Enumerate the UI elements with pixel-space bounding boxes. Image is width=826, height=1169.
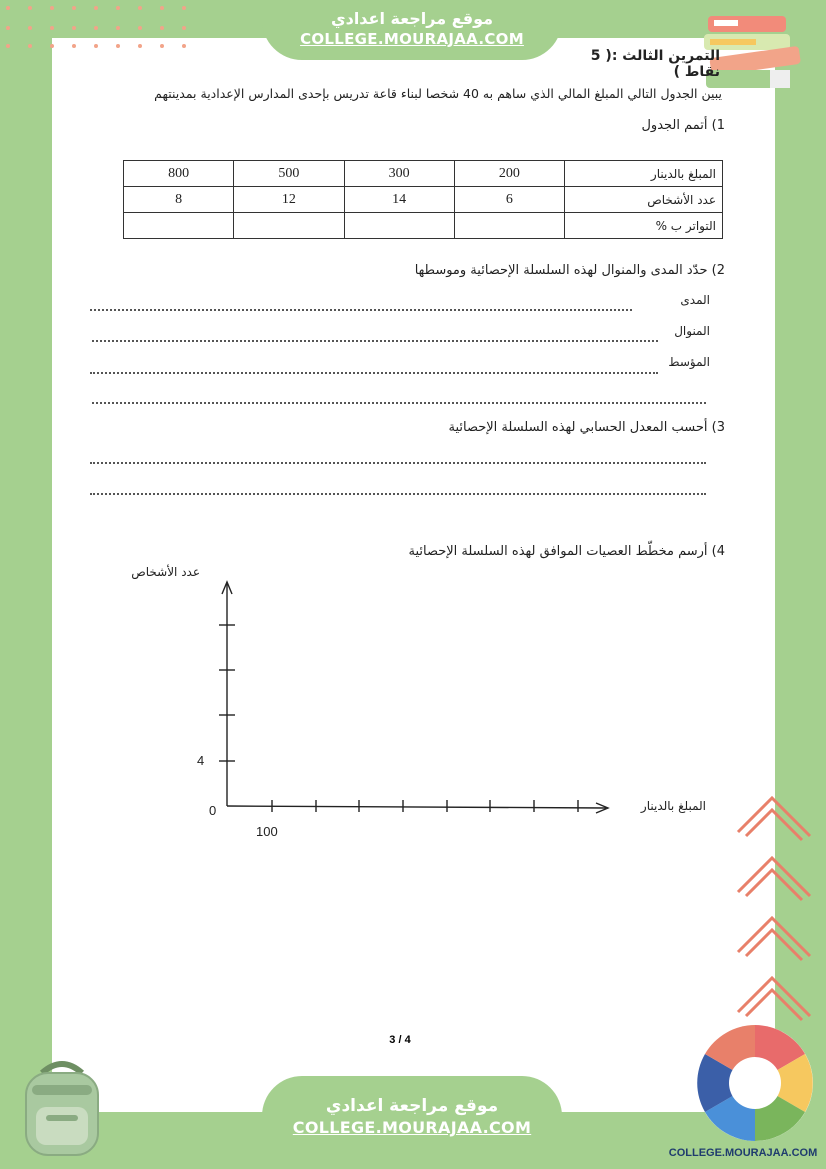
question-2: 2) حدّد المدى والمنوال لهذه السلسلة الإحصائية وموسطها [414,263,725,278]
frequency-table [123,160,723,239]
decorative-dots [2,2,202,50]
y-tick-label-4: 4 [197,753,205,768]
site-logo-icon [694,1022,816,1144]
row-label-frequency: التواتر ب % [565,213,723,239]
answer-line-median[interactable] [90,372,658,374]
answer-line-extra[interactable] [92,402,706,404]
chevron-decoration-icon [730,790,820,1030]
bottom-banner [262,1076,562,1169]
empty-cell[interactable] [124,213,234,239]
banner-site-arabic: موقع مراجعة اعدادي [330,9,494,28]
table-cell: 200 [454,161,564,187]
answer-label-mode: المنوال [674,324,710,338]
table-cell: 500 [234,161,344,187]
row-label-people: عدد الأشخاص [565,187,723,213]
table-row-people [124,187,723,213]
exercise-title: التمرين الثالث :( 5 نقاط ) [590,48,720,80]
empty-cell[interactable] [344,213,454,239]
answer-line-mode[interactable] [92,340,658,342]
x-tick-label-100: 100 [256,824,278,839]
table-row-frequency [124,213,723,239]
answer-line-mean-1[interactable] [90,462,706,464]
bar-chart-axes [200,570,620,830]
table-cell: 800 [124,161,234,187]
page-number: 3 / 4 [389,1034,411,1046]
table-cell: 6 [454,187,564,213]
banner-site-url-bottom[interactable]: COLLEGE.MOURAJAA.COM [292,1118,532,1137]
origin-label: 0 [209,803,217,818]
table-cell: 300 [344,161,454,187]
table-row-amounts [124,161,723,187]
table-cell: 12 [234,187,344,213]
banner-site-url[interactable]: COLLEGE.MOURAJAA.COM [300,30,524,48]
question-4: 4) أرسم مخطّط العصيات الموافق لهذه السلسلة الإحصائية [408,544,725,559]
answer-label-median: المؤسط [668,355,710,369]
y-axis-label: عدد الأشخاص [131,565,200,579]
frame-left [0,0,52,1169]
answer-line-mean-2[interactable] [90,493,706,495]
footer-logo-text[interactable]: COLLEGE.MOURAJAA.COM [668,1147,818,1159]
table-cell: 8 [124,187,234,213]
top-banner [262,0,562,60]
banner-site-arabic-bottom: موقع مراجعة اعدادي [325,1096,499,1116]
question-1: 1) أتمم الجدول [641,118,725,133]
answer-label-range: المدى [680,293,710,307]
row-label-amount: المبلغ بالدينار [565,161,723,187]
x-axis-label: المبلغ بالدينار [640,799,706,813]
empty-cell[interactable] [454,213,564,239]
question-3: 3) أحسب المعدل الحسابي لهذه السلسلة الإحصائية [448,420,725,435]
x-axis [227,806,606,808]
answer-line-range[interactable] [90,309,632,311]
table-cell: 14 [344,187,454,213]
backpack-icon [12,1055,112,1160]
exercise-intro: يبين الجدول التالي المبلغ المالي الذي ساهم به 40 شخصا لبناء قاعة تدريس بإحدى المدارس الإعدادية بمدينتهم [154,86,722,101]
empty-cell[interactable] [234,213,344,239]
